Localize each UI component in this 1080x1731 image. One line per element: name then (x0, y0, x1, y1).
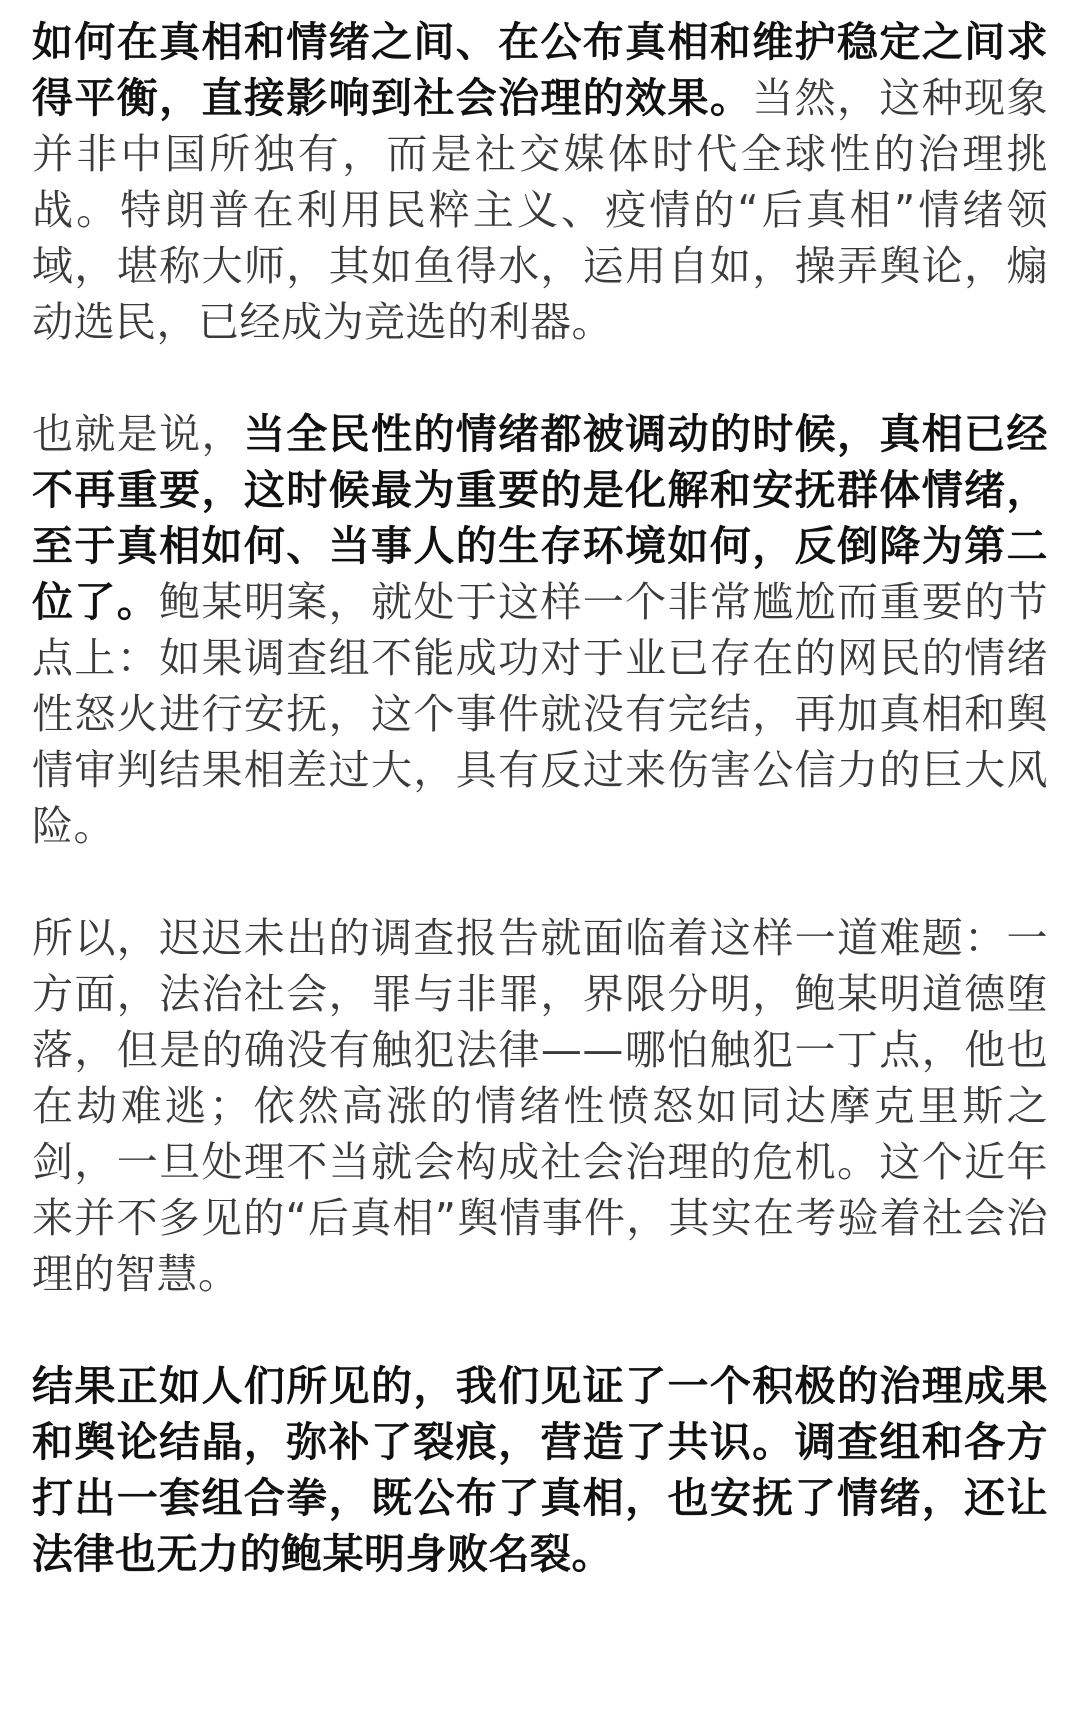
paragraph-3-text: 所以，迟迟未出的调查报告就面临着这样一道难题：一方面，法治社会，罪与非罪，界限分明，鲍某明道德堕落，但是的确没有触犯法律——哪怕触犯一丁点，他也在劫难逃；依然高涨的情绪性愤怒如同达摩克里斯之剑，一旦处理不当就会构成社会治理的危机。这个近年来并不多见的“后真相”舆情事件，其实在考验着社会治理的智慧。 (32, 914, 1048, 1298)
paragraph-1 (32, 14, 1048, 350)
paragraph-4-bold: 结果正如人们所见的，我们见证了一个积极的治理成果和舆论结晶，弥补了裂痕，营造了共识。调查组和各方打出一套组合拳，既公布了真相，也安抚了情绪，还让法律也无力的鲍某明身败名裂。 (32, 1362, 1048, 1578)
paragraph-4 (32, 1358, 1048, 1582)
paragraph-1-text: 当然，这种现象并非中国所独有，而是社交媒体时代全球性的治理挑战。特朗普在利用民粹主义、疫情的“后真相”情绪领域，堪称大师，其如鱼得水，运用自如，操弄舆论，煽动选民，已经成为竞选的利器。 (32, 74, 1048, 346)
article-body (32, 14, 1048, 1582)
paragraph-2-bold: 当全民性的情绪都被调动的时候，真相已经不再重要，这时候最为重要的是化解和安抚群体情绪，至于真相如何、当事人的生存环境如何，反倒降为第二位了。 (32, 410, 1049, 626)
paragraph-3 (32, 910, 1048, 1302)
paragraph-2-prefix: 也就是说， (32, 410, 244, 458)
paragraph-1-bold: 如何在真相和情绪之间、在公布真相和维护稳定之间求得平衡，直接影响到社会治理的效果。 (32, 18, 1048, 122)
paragraph-2-text: 鲍某明案，就处于这样一个非常尴尬而重要的节点上：如果调查组不能成功对于业已存在的网民的情绪性怒火进行安抚，这个事件就没有完结，再加真相和舆情审判结果相差过大，具有反过来伤害公信力的巨大风险。 (32, 578, 1048, 850)
paragraph-2 (32, 406, 1048, 854)
